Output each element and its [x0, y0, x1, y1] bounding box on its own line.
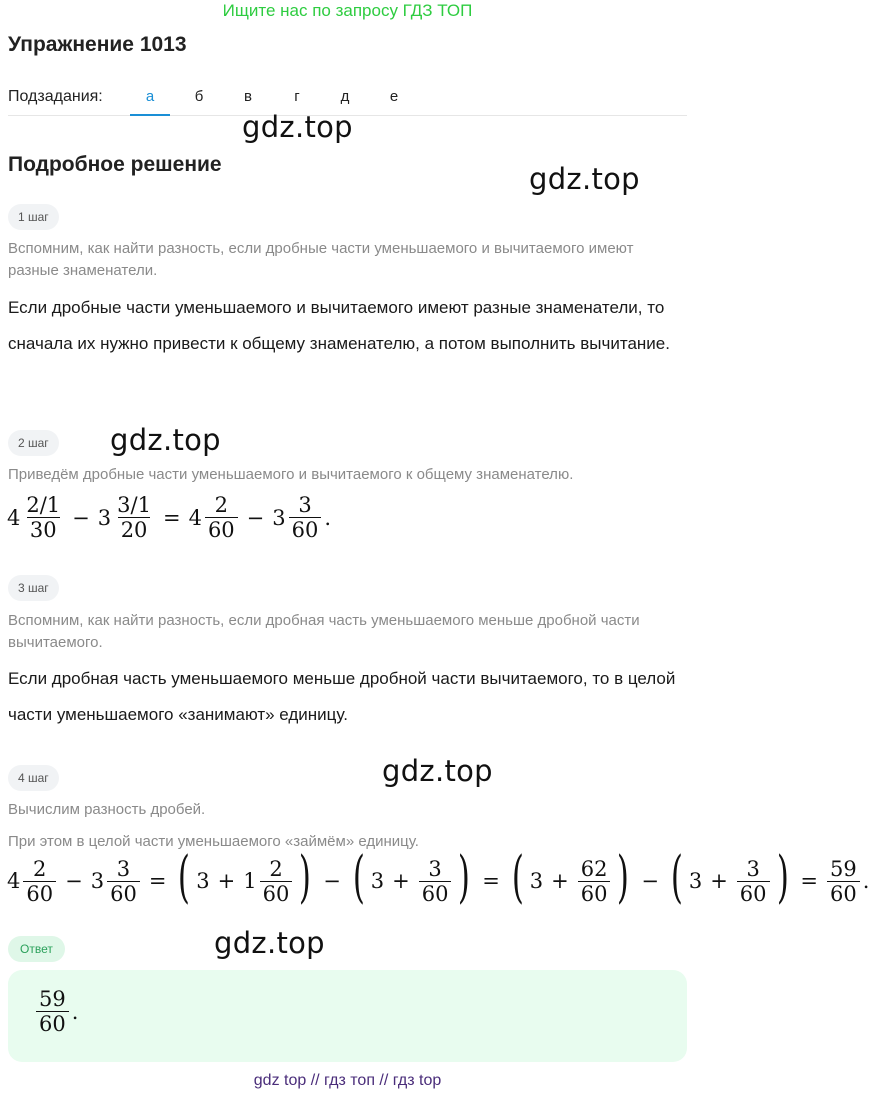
numerator: 2	[33, 856, 47, 881]
math-term: 1	[243, 869, 257, 893]
fraction	[289, 494, 322, 541]
math-operator: +	[392, 869, 410, 893]
fraction	[36, 988, 69, 1035]
fraction	[827, 858, 860, 905]
step-hint: Вспомним, как найти разность, если дробная часть уменьшаемого меньше дробной части вычитаемого.	[8, 612, 640, 651]
math-operator: −	[65, 869, 83, 893]
numerator: 3	[116, 856, 131, 881]
tab-g[interactable]: г	[294, 88, 300, 105]
numerator: 62	[580, 856, 608, 881]
watermark: gdz.top	[382, 754, 493, 788]
equation	[6, 845, 870, 910]
footer-links: gdz top // гдз топ // гдз top	[253, 1072, 442, 1089]
step-hint: При этом в целой части уменьшаемого «займём» единицу.	[8, 833, 419, 850]
math-operator: +	[217, 869, 236, 893]
math-operator: −	[323, 869, 341, 893]
answer-equation	[34, 988, 79, 1035]
denominator: 60	[419, 881, 452, 905]
denominator: 30	[27, 517, 60, 541]
math-period: .	[862, 869, 870, 893]
math-term: 4	[188, 505, 202, 530]
math-operator: =	[800, 869, 818, 893]
denominator: 60	[737, 881, 770, 905]
right-paren: )	[458, 845, 471, 910]
numerator: 3	[298, 493, 312, 517]
math-term: 3	[97, 505, 112, 530]
fraction	[205, 494, 238, 541]
fraction	[23, 858, 56, 905]
math-term: 3	[272, 505, 286, 530]
numerator: 59	[39, 987, 66, 1011]
math-term: 4	[7, 869, 21, 893]
step-text: Если дробные части уменьшаемого и вычитаемого имеют разные знаменатели, то сначала их нужно привести к общему знаменателю, а потом выполнить вычитание.	[8, 298, 670, 353]
search-banner: Ищите нас по запросу ГДЗ ТОП	[222, 1, 473, 20]
fraction	[114, 494, 154, 541]
exercise-title: Упражнение 1013	[8, 33, 187, 56]
math-operator: −	[72, 505, 90, 530]
numerator: 2/1	[26, 493, 61, 517]
tab-d[interactable]: д	[340, 88, 350, 105]
math-operator: +	[710, 869, 728, 893]
math-period: .	[324, 505, 332, 530]
watermark: gdz.top	[214, 926, 325, 960]
denominator: 60	[260, 881, 293, 905]
math-operator: −	[246, 505, 265, 530]
left-paren: (	[670, 845, 683, 910]
answer-box	[8, 970, 687, 1062]
fraction	[737, 858, 770, 905]
denominator: 60	[827, 881, 860, 905]
right-paren: )	[617, 845, 630, 910]
math-term: 3	[196, 869, 210, 893]
fraction	[260, 858, 293, 905]
math-term: 3	[688, 869, 703, 893]
math-operator: +	[551, 869, 569, 893]
step-text: Если дробная часть уменьшаемого меньше дробной части вычитаемого, то в целой части уменьшаемого «занимают» единицу.	[8, 669, 676, 724]
math-operator: −	[641, 869, 659, 893]
subtasks-label: Подзадания:	[8, 88, 103, 105]
fraction	[107, 858, 140, 905]
math-term: 3	[370, 869, 385, 893]
numerator: 3	[746, 856, 760, 881]
math-term: 3	[90, 869, 105, 893]
tab-v[interactable]: в	[244, 88, 252, 105]
step-badge: 3 шаг	[8, 575, 59, 601]
denominator: 20	[118, 517, 151, 541]
denominator: 60	[23, 881, 56, 905]
denominator: 60	[289, 517, 322, 541]
math-period: .	[71, 999, 79, 1024]
numerator: 3	[428, 856, 442, 881]
math-operator: =	[482, 869, 500, 893]
numerator: 2	[214, 493, 228, 517]
step-badge: 1 шаг	[8, 204, 59, 230]
left-paren: (	[511, 845, 524, 910]
step-badge: 4 шаг	[8, 765, 59, 791]
left-paren: (	[352, 845, 365, 910]
right-paren: )	[299, 845, 312, 910]
denominator: 60	[578, 881, 611, 905]
watermark: gdz.top	[110, 423, 221, 457]
step-hint: Приведём дробные части уменьшаемого и вычитаемого к общему знаменателю.	[8, 466, 574, 483]
fraction	[23, 494, 63, 541]
denominator: 60	[205, 517, 238, 541]
left-paren: (	[178, 845, 191, 910]
fraction	[578, 858, 611, 905]
right-paren: )	[776, 845, 789, 910]
answer-badge: Ответ	[8, 936, 65, 962]
math-term: 4	[7, 505, 21, 530]
tab-e[interactable]: е	[389, 88, 399, 105]
math-operator: =	[148, 869, 167, 893]
numerator: 3/1	[117, 493, 151, 517]
fraction	[419, 858, 452, 905]
step-hint: Вспомним, как найти разность, если дробные части уменьшаемого и вычитаемого имеют разные знаменатели.	[8, 240, 634, 279]
watermark: gdz.top	[242, 110, 353, 144]
denominator: 60	[107, 881, 140, 905]
tab-a[interactable]: а	[130, 88, 170, 116]
equation	[6, 494, 332, 541]
tab-b[interactable]: б	[194, 88, 204, 105]
math-term: 3	[529, 869, 544, 893]
watermark: gdz.top	[529, 162, 640, 196]
denominator: 60	[36, 1011, 69, 1035]
numerator: 2	[269, 856, 283, 881]
numerator: 59	[830, 856, 857, 881]
step-badge: 2 шаг	[8, 430, 59, 456]
section-title: Подробное решение	[8, 153, 222, 176]
step-hint: Вычислим разность дробей.	[8, 801, 206, 818]
math-operator: =	[162, 505, 181, 530]
